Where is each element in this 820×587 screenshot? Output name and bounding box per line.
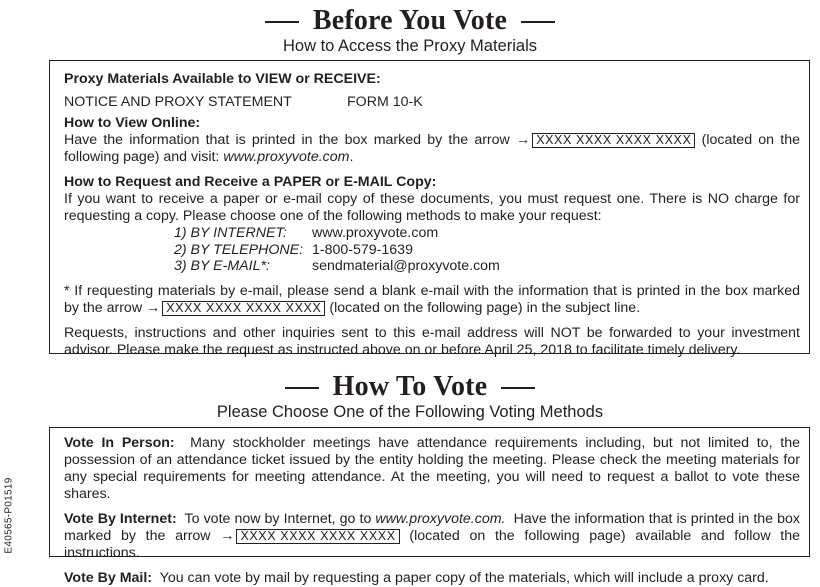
voting-methods-box <box>49 427 810 586</box>
section-title: Before You Vote <box>312 5 508 36</box>
method-value[interactable]: sendmaterial@proxyvote.com <box>312 258 500 274</box>
section-subtitle: Please Choose One of the Following Voting Methods <box>216 403 604 421</box>
before-you-vote-heading <box>0 6 820 56</box>
materials-heading: Proxy Materials Available to VIEW or RECEIVE: <box>64 71 381 87</box>
section-subtitle: How to Access the Proxy Materials <box>282 37 537 55</box>
requests-note: Requests, instructions and other inquiries sent to this e-mail address will NOT be forwarded to your investment advisor. Please make the request as instructed above on or before April 25, 2018 to facilitate timely delivery. <box>64 324 800 358</box>
section-title: How To Vote <box>332 371 488 402</box>
title-rule-right <box>521 21 555 22</box>
proxyvote-link[interactable]: www.proxyvote.com <box>223 149 350 165</box>
proxyvote-link[interactable]: www.proxyvote.com. <box>375 511 506 527</box>
method-value[interactable]: 1-800-579-1639 <box>312 241 413 258</box>
document-code: E40565-P01519 <box>3 476 15 554</box>
title-rule-left <box>285 387 319 388</box>
method-internet: 1) BY INTERNET: www.proxyvote.com <box>174 225 439 241</box>
method-telephone: 2) BY TELEPHONE: 1-800-579-1639 <box>174 241 413 258</box>
method-value[interactable]: www.proxyvote.com <box>312 225 439 241</box>
arrow-icon: → <box>220 528 235 544</box>
vote-in-person: Vote In Person: Many stockholder meetings have attendance requirements including, but not limited to, the possession of an attendance ticket issued by the entity holding the meeting. Please check the meeting materials for any special requirements for meeting attendance. At the meeting, you will need to request a ballot to vote these shares. <box>64 435 800 502</box>
document-form: FORM 10-K <box>347 94 423 110</box>
title-rule-right <box>501 387 535 388</box>
request-heading: How to Request and Receive a PAPER or E-MAIL Copy: <box>64 174 437 190</box>
control-number-box: XXXX XXXX XXXX XXXX <box>162 301 325 316</box>
arrow-icon: → <box>516 132 531 148</box>
view-online-heading: How to View Online: <box>64 115 201 131</box>
request-methods <box>174 225 800 275</box>
vote-by-internet: Vote By Internet: To vote now by Internet, go to www.proxyvote.com. Have the information that is printed in the box marked by the arrow → XXXX XXXX XXXX XXXX (located on the following page) available and follow the instructions. <box>64 511 800 561</box>
how-to-vote-heading <box>0 372 820 422</box>
email-note: * If requesting materials by e-mail, please send a blank e-mail with the information that is printed in the box marked by the arrow → XXXX XXXX XXXX XXXX (located on the following page) in the subject line. <box>64 282 800 316</box>
arrow-icon: → <box>146 299 161 316</box>
request-text: If you want to receive a paper or e-mail copy of these documents, you must request one. There is NO charge for requesting a copy. Please choose one of the following methods to make your request: <box>64 191 800 224</box>
view-online-text: Have the information that is printed in the box marked by the arrow → XXXX XXXX XXXX XXXX (located on the following page) and visit: www.proxyvote.com. <box>64 132 800 165</box>
method-email: 3) BY E-MAIL*: sendmaterial@proxyvote.com <box>174 258 500 274</box>
document-notice: NOTICE AND PROXY STATEMENT <box>64 94 292 110</box>
control-number-box: XXXX XXXX XXXX XXXX <box>236 529 399 544</box>
title-rule-left <box>265 21 299 22</box>
vote-by-mail: Vote By Mail: You can vote by mail by requesting a paper copy of the materials, which will include a proxy card. <box>64 570 769 586</box>
control-number-box: XXXX XXXX XXXX XXXX <box>532 133 695 148</box>
documents-row <box>64 94 800 111</box>
proxy-materials-box <box>49 60 810 358</box>
